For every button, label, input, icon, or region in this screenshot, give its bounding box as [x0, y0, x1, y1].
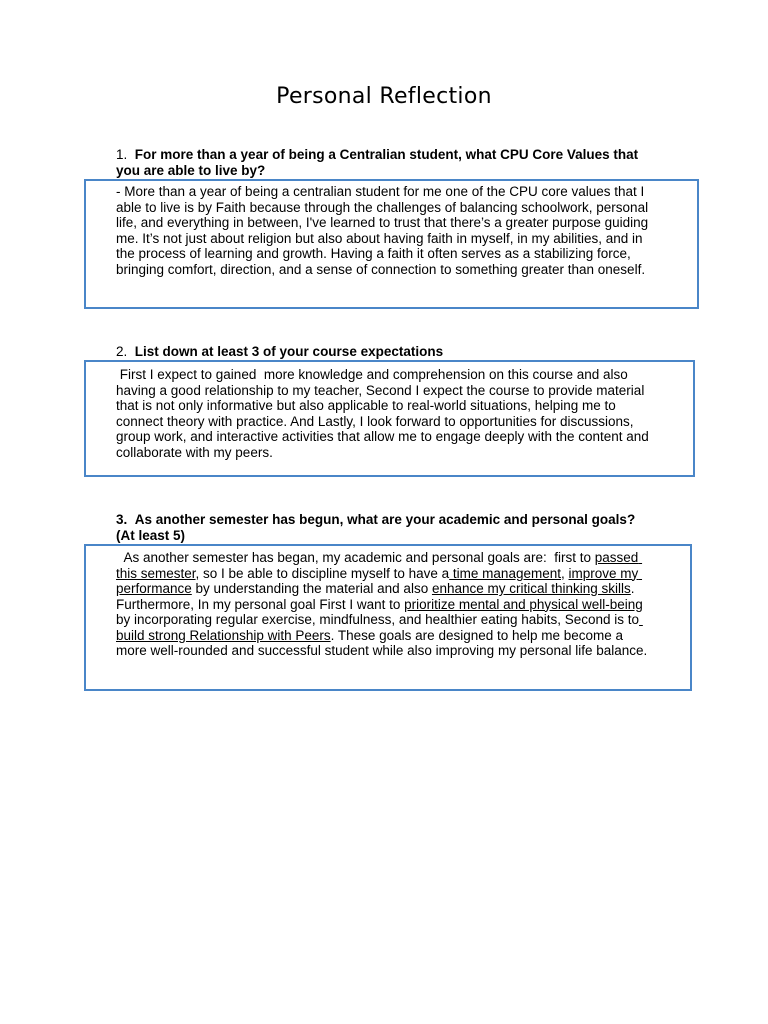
answer-3-part: . These goals are designed to help me become a more well-rounded and successful student while also improving my personal life balance. [116, 627, 648, 658]
question-2-number: 2. [116, 344, 128, 359]
question-2-text: List down at least 3 of your course expectations [134, 344, 444, 359]
page-title: Personal Reflection [276, 84, 492, 109]
question-1 [116, 147, 656, 178]
answer-2-text: First I expect to gained more knowledge and comprehension on this course and also having a good relationship to my teacher, Second I expect the course to provide material that is not only informative but also applicable to real-world situations, helping me to connect theory with practice. And Lastly, I look forward to opportunities for discussions, group work, and interactive activities that allow me to engage deeply with the content and collaborate with my peers. [116, 367, 653, 460]
question-3-number: 3. [116, 512, 128, 527]
question-3-text: As another semester has begun, what are your academic and personal goals? (At least 5) [116, 512, 636, 543]
question-1-text: For more than a year of being a Centralian student, what CPU Core Values that you are able to live by? [116, 147, 639, 178]
question-3 [116, 512, 656, 543]
goal-time-management: time management [449, 565, 561, 581]
question-2 [116, 344, 656, 360]
goal-improve-performance: improve my performance [116, 565, 643, 596]
goal-peer-relationships: build strong Relationship with Peers [116, 612, 643, 643]
answer-3-part: As another semester has began, my academic and personal goals are: first to [116, 550, 595, 565]
goal-pass-semester: passed this semester [116, 550, 643, 581]
goal-critical-thinking: enhance my critical thinking skills [431, 581, 631, 596]
answer-1-text: - More than a year of being a centralian student for me one of the CPU core values that I able to live is by Faith because through the challenges of balancing schoolwork, personal life, and everything in between, I've learned to trust that there’s a greater purpose guiding me. It’s not just about religion but also about having faith in myself, in my abilities, and in the process of learning and growth. Having a faith it often serves as a stabilizing force, bringing comfort, direction, and a sense of connection to something greater than oneself. [116, 184, 649, 277]
answer-3-part: , so I be able to discipline myself to have a [195, 565, 450, 581]
answer-3-text [116, 550, 656, 659]
goal-well-being: prioritize mental and physical well-being [404, 596, 643, 612]
answer-3-part: by incorporating regular exercise, mindfulness, and healthier eating habits, Second is to [116, 596, 647, 627]
answer-3-part: . Furthermore, In my personal goal First I want to [116, 581, 639, 612]
answer-3-part: , [560, 565, 569, 581]
question-1-number: 1. [116, 147, 128, 162]
answer-3-part: by understanding the material and also [191, 581, 432, 596]
